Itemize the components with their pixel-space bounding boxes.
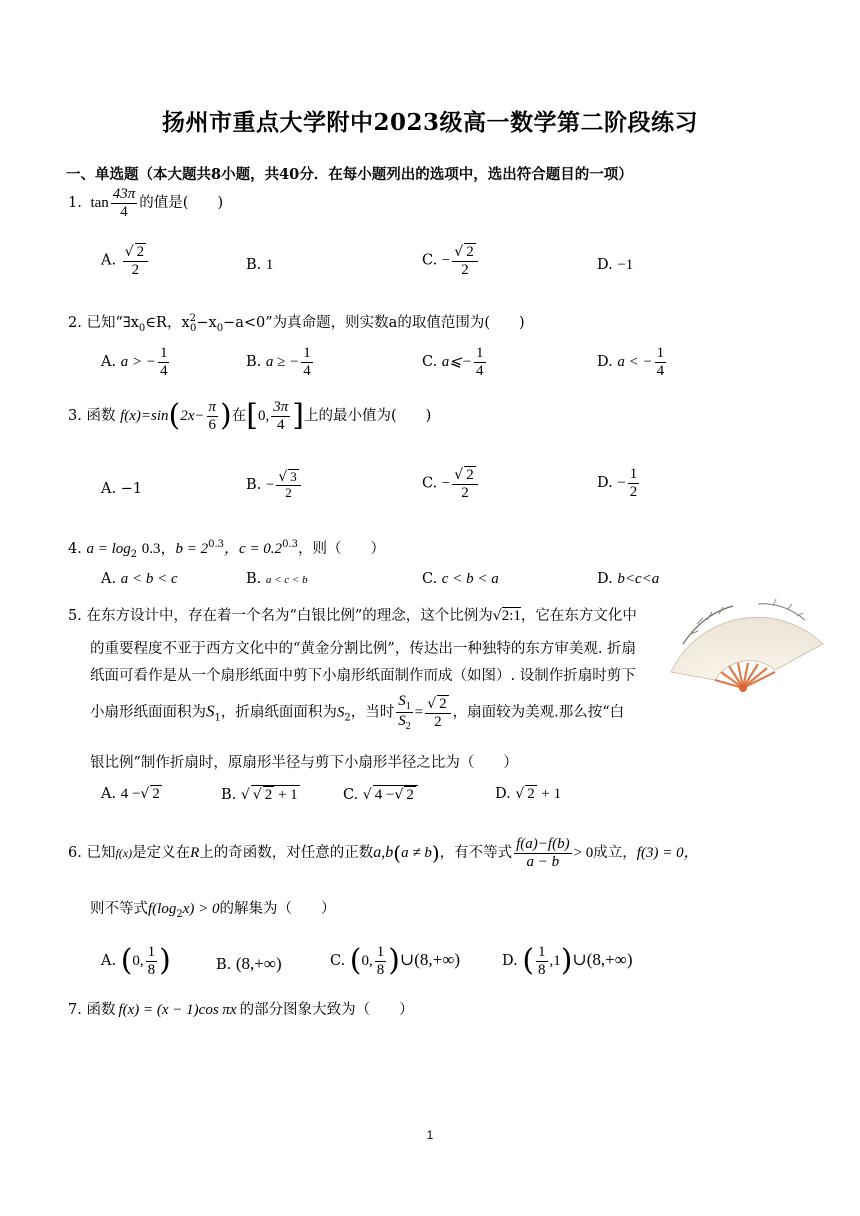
q6-R: R <box>190 845 200 861</box>
q3-option-d <box>597 466 641 500</box>
q2-a-rel: a > − <box>120 354 156 370</box>
q7-number: 7. <box>68 1002 82 1018</box>
q5-number: 5. <box>68 608 82 624</box>
q2-d-rel: a < − <box>617 354 653 370</box>
q5-c-label: C. <box>343 787 359 803</box>
q4-option-d <box>597 571 659 588</box>
q1-c-rad: 2 <box>466 244 474 260</box>
q4-c-value: c < b < a <box>441 571 499 587</box>
q3-b-den: 2 <box>285 485 292 501</box>
q5-l1b: ，它在东方文化中 <box>520 608 637 624</box>
q4-option-b <box>246 571 308 587</box>
q2-option-c <box>422 345 488 379</box>
q2-d-frac <box>655 345 667 379</box>
q5-option-c: C. √ 4 −√ 2 <box>343 785 418 804</box>
q4-a-def: a = log <box>86 541 131 557</box>
q3-inner: 2x− <box>180 408 205 424</box>
q5-b-outer: √ 2 + 1 <box>252 787 298 803</box>
q2-c-den: 4 <box>476 362 484 379</box>
q7-fx: f(x) = (x − 1)cos πx <box>118 1002 237 1018</box>
q4-a-label: A. <box>101 571 117 587</box>
q1-option-b <box>246 257 273 274</box>
q1-number: 1. <box>68 195 82 211</box>
q5-ratio-rhs: $\frac{√ 2}{2}$ <box>425 695 450 730</box>
q2-sub-0b: 0 <box>190 322 197 334</box>
q2-option-a <box>101 345 171 379</box>
q3-b-label: B. <box>246 476 262 493</box>
q1-fraction <box>111 186 138 220</box>
q6-c-den: 8 <box>376 961 385 978</box>
fan-pivot <box>739 684 747 692</box>
q2-d-num: 1 <box>656 345 665 361</box>
q6-l2a: 则不等式 <box>90 901 148 917</box>
q6-flog: f(log <box>148 901 177 917</box>
q5-frac-s1: S <box>398 693 406 709</box>
question-6-line-1: 6. 已知f(x)是定义在R上的奇函数，对任意的正数a,b(a ≠ b)，有不等式 $\frac{f(a)-f(b)}{a - b}$ > 0成立，f(3) = 0， <box>68 836 699 870</box>
q2-text-a: 已知“∃x <box>86 315 139 331</box>
q3-zai: 在 <box>231 408 247 424</box>
q3-b-rad: 3 <box>290 469 297 484</box>
q1-option-a <box>101 243 150 278</box>
q3-d-num: 1 <box>629 466 638 482</box>
q6-c-zero: 0, <box>361 953 373 969</box>
q5-frac-s1-sub: 1 <box>405 701 411 712</box>
q2-sub-0c: 0 <box>216 322 224 334</box>
q2-c-frac <box>474 345 486 379</box>
q2-d-label: D. <box>597 354 613 370</box>
q6-fx: f(x) <box>115 846 133 860</box>
q4-b-label: B. <box>246 571 262 587</box>
q2-b-num: 1 <box>303 345 311 361</box>
q6-option-c: C. (0, $\frac{1}{8}$ )∪(8,+∞) <box>330 943 461 978</box>
q2-option-d <box>597 345 668 379</box>
question-5-line-1: 5. 在东方设计中，存在着一个名为“白银比例”的理念，这个比例为√2:1，它在东方文化中 <box>68 608 637 624</box>
q2-b-label: B. <box>246 354 262 370</box>
q6-c-num: 1 <box>376 944 385 960</box>
q3-c-den: 2 <box>461 484 469 501</box>
q2-a-frac <box>158 345 170 379</box>
q2-a-den: 4 <box>159 362 168 379</box>
q2-a-num: 1 <box>159 345 168 361</box>
q1-tan: tan <box>90 195 109 211</box>
q1-d-label: D. <box>597 257 613 273</box>
question-5-line-3: 纸面可看作是从一个扇形纸面中剪下小扇形纸面制作而成（如图）. 设制作折扇时剪下 <box>90 668 636 684</box>
q1-frac-num: 43π <box>112 186 136 202</box>
q1-c-label: C. <box>422 252 438 269</box>
q4-number: 4. <box>68 541 82 557</box>
question-6-line-2 <box>90 897 336 920</box>
q4-b-def: b = 2 <box>175 541 209 557</box>
q6-l2c: 的解集为（ ） <box>219 901 336 917</box>
q5-ratio-lhs <box>396 693 413 732</box>
q6-f3: f(3) = 0， <box>636 845 699 861</box>
q3-a-label: A. <box>101 481 117 497</box>
q4-option-c <box>422 571 499 588</box>
q3-four: 4 <box>276 416 285 433</box>
q1-a-rad: 2 <box>136 244 145 260</box>
q5-s2-sub: 2 <box>344 712 351 724</box>
q6-frac-num: f(a)−f(b) <box>516 836 570 852</box>
q5-l1a: 在东方设计中，存在着一个名为“白银比例”的理念，这个比例为 <box>86 608 493 624</box>
q2-number: 2. <box>68 315 82 331</box>
q3-number: 3. <box>68 408 82 424</box>
question-7 <box>68 998 414 1019</box>
q6-ineq-frac <box>514 836 571 870</box>
q6-d-union: ∪(8,+∞) <box>572 950 633 969</box>
q4-d-label: D. <box>597 571 613 587</box>
q3-six: 6 <box>208 416 217 433</box>
q4-a-value: a < b < c <box>120 571 178 587</box>
q6-l2b: x) > 0 <box>182 901 220 917</box>
section-heading: 一、单选题（本大题共8小题，共40分．在每小题列出的选项中，选出符合题目的一项） <box>66 166 633 183</box>
q3-b-frac: $\frac{√ 3}{2}$ <box>276 469 300 501</box>
q6-l1c: 上的奇函数，对任意的正数 <box>199 845 374 861</box>
question-5-line-4: 小扇形纸面面积为$S_1$，折扇纸面面积为$S_2$，当时 $\frac{S_1}{S_2}$ = $\frac{√ 2}{2}$ ，扇面较为美观.那么按“白 <box>90 693 625 732</box>
q6-c-union: ∪(8,+∞) <box>399 950 461 969</box>
q5-option-d: D. √ 2 + 1 <box>495 786 562 802</box>
q3-d-label: D. <box>597 475 613 491</box>
q5-d-rad: 2 <box>527 786 535 802</box>
q5-s1: S <box>206 701 215 721</box>
q6-d-den: 8 <box>538 961 546 978</box>
q1-a-label: A. <box>101 252 117 269</box>
q6-c-frac <box>375 944 387 978</box>
q2-text-b: ∈R，x <box>145 315 190 331</box>
q2-sup-2: 2 <box>189 313 197 325</box>
q5-c-inner: 2 <box>406 787 414 803</box>
question-2 <box>68 311 525 334</box>
q6-a-zero: 0, <box>132 953 144 969</box>
q6-log-sub: 2 <box>176 908 183 920</box>
q6-d-label: D. <box>502 953 518 969</box>
q1-d-value: −1 <box>617 257 634 273</box>
q1-option-d <box>597 257 633 274</box>
q2-option-b <box>246 345 315 379</box>
q5-a-pre: 4 − <box>120 786 141 802</box>
q6-a-num: 1 <box>147 944 156 960</box>
q6-option-d: D. ( $\frac{1}{8}$ ,1)∪(8,+∞) <box>502 943 633 978</box>
question-5-line-5: 银比例”制作折扇时，原扇形半径与剪下小扇形半径之比为（ ） <box>90 755 518 771</box>
question-3: 3. 函数 f(x)=sin(2x− $\frac{\pi}{6}$ )在[0, $\frac{3\pi}{4}$ ]上的最小值为( ) <box>68 398 432 433</box>
q6-option-b <box>216 954 282 974</box>
q3-option-c <box>422 466 480 501</box>
q6-neq: a ≠ b <box>401 845 432 861</box>
q5-rhs-rad: 2 <box>439 696 447 712</box>
q6-a-frac <box>146 944 158 978</box>
q5-b-label: B. <box>221 787 237 803</box>
q7-post: 的部分图象大致为（ ） <box>239 1002 414 1018</box>
q6-d-frac <box>536 944 548 978</box>
q5-b-plus: + 1 <box>277 787 298 803</box>
q2-a-label: A. <box>101 354 117 370</box>
q3-3pi: 3π <box>273 399 289 415</box>
q5-rhs-den: 2 <box>434 713 442 730</box>
q2-c-rel: a⩽− <box>441 354 472 370</box>
question-4 <box>68 537 385 560</box>
q6-b-label: B. <box>216 957 232 973</box>
q3-pi-frac <box>207 399 219 433</box>
q4-c-sup: 0.3 <box>282 539 298 551</box>
q5-l4b: ，折扇纸面面积为 <box>220 704 337 721</box>
q3-d-neg: − <box>617 475 626 491</box>
q3-post: 上的最小值为( ) <box>303 408 432 424</box>
q5-l4a: 小扇形纸面面积为 <box>90 704 206 721</box>
q5-frac-s2: S <box>398 713 406 729</box>
q4-c-def: ，c = 0.2 <box>224 541 283 557</box>
q6-b-value: (8,+∞) <box>235 954 282 973</box>
q3-c-label: C. <box>422 475 438 492</box>
q6-d-one: ,1 <box>549 953 561 969</box>
q6-frac-den: a − b <box>526 853 560 870</box>
q6-c-label: C. <box>330 953 346 969</box>
q1-b-label: B. <box>246 257 262 273</box>
q4-option-a <box>101 571 178 588</box>
page-number: 1 <box>426 1128 434 1142</box>
q5-a-label: A. <box>101 786 117 802</box>
q3-option-b <box>246 469 303 501</box>
q1-c-frac: $\frac{√ 2}{2}$ <box>452 243 477 278</box>
q2-c-num: 1 <box>476 345 484 361</box>
q6-gt0: > 0 <box>573 845 594 861</box>
q3-d-frac <box>628 466 640 500</box>
q4-b-value: a < c < b <box>265 574 308 586</box>
q3-zero: 0, <box>257 408 270 424</box>
q3-c-rad: 2 <box>466 467 474 483</box>
q5-l4d: ，扇面较为美观.那么按“白 <box>452 704 625 721</box>
question-1 <box>68 186 223 220</box>
q6-d-num: 1 <box>538 944 546 960</box>
q6-a-label: A. <box>101 953 117 969</box>
q3-c-frac: $\frac{√ 2}{2}$ <box>452 466 477 501</box>
q2-text-c: −x <box>196 315 217 331</box>
page-title: 扬州市重点大学附中2023级高一数学第二阶段练习 <box>161 109 698 136</box>
q2-b-frac <box>301 345 313 379</box>
q5-s2: S <box>336 704 345 721</box>
q2-c-label: C. <box>422 354 438 370</box>
q5-option-a: A. 4 −√ 2 <box>101 786 160 802</box>
q5-s1-sub: 1 <box>214 712 221 724</box>
q7-pre: 函数 <box>86 1002 116 1018</box>
q3-pi: π <box>208 399 217 415</box>
q6-l1a: 已知 <box>86 845 116 861</box>
q5-ratio: 2:1 <box>501 608 521 624</box>
q5-c-pre: 4 − <box>374 787 395 803</box>
q2-b-den: 4 <box>303 362 311 379</box>
q5-d-label: D. <box>495 786 511 802</box>
q3-pre: 函数 <box>86 408 116 424</box>
q5-option-b: B. √ √ 2 + 1 <box>221 787 298 803</box>
q3-d-den: 2 <box>629 483 638 500</box>
q1-option-c: C. − $\frac{√ 2}{2}$ <box>422 243 480 278</box>
q1-text: 的值是( ) <box>139 195 224 211</box>
q5-b-inner: 2 <box>264 787 273 803</box>
q5-l4c: ，当时 <box>350 704 395 721</box>
q6-ab: a,b <box>373 844 394 861</box>
q3-a-value: −1 <box>120 481 143 497</box>
q2-text-d: −a<0”为真命题，则实数a的取值范围为( ) <box>223 315 525 331</box>
q6-l1b: 是定义在 <box>132 845 191 861</box>
q6-option-a: A. (0, $\frac{1}{8}$ ) <box>101 943 171 978</box>
q5-frac-s2-sub: 2 <box>405 721 411 732</box>
folding-fan-illustration <box>663 584 830 696</box>
q3-c-neg: − <box>441 475 451 492</box>
q6-number: 6. <box>68 845 82 861</box>
q1-c-den: 2 <box>461 261 469 278</box>
q2-sub-0: 0 <box>138 322 146 334</box>
q3-option-a <box>101 481 142 497</box>
q3-fx: f(x)=sin <box>120 408 169 424</box>
q4-a-val: 0.3， <box>141 541 176 557</box>
q5-c-outer: 4 −√ 2 <box>373 785 418 804</box>
q4-a-sub: 2 <box>130 548 138 560</box>
q1-frac-den: 4 <box>120 203 128 220</box>
q4-d-value: b<c<a <box>617 571 660 587</box>
q4-c-label: C. <box>422 571 438 587</box>
q1-a-den: 2 <box>131 261 140 278</box>
question-5-line-2: 的重要程度不亚于西方文化中的“黄金分割比例”，传达出一种独特的东方审美观. 折扇 <box>90 641 637 657</box>
q4-post: ，则（ ） <box>297 541 385 557</box>
q3-b-neg: − <box>265 476 275 493</box>
q1-b-value: 1 <box>265 257 274 273</box>
q4-b-sup: 0.3 <box>208 539 225 551</box>
q6-a-den: 8 <box>147 961 156 978</box>
q1-a-frac: $\frac{√ 2}{2}$ <box>123 243 148 278</box>
q5-d-post: + 1 <box>541 786 562 802</box>
q6-l1d: ，有不等式 <box>439 845 513 861</box>
q3-interval-frac <box>271 399 290 433</box>
q2-d-den: 4 <box>656 362 665 379</box>
q5-a-rad: 2 <box>152 786 160 802</box>
q6-l1e: 成立， <box>593 845 637 861</box>
q2-b-rel: a ≥ − <box>265 354 300 370</box>
